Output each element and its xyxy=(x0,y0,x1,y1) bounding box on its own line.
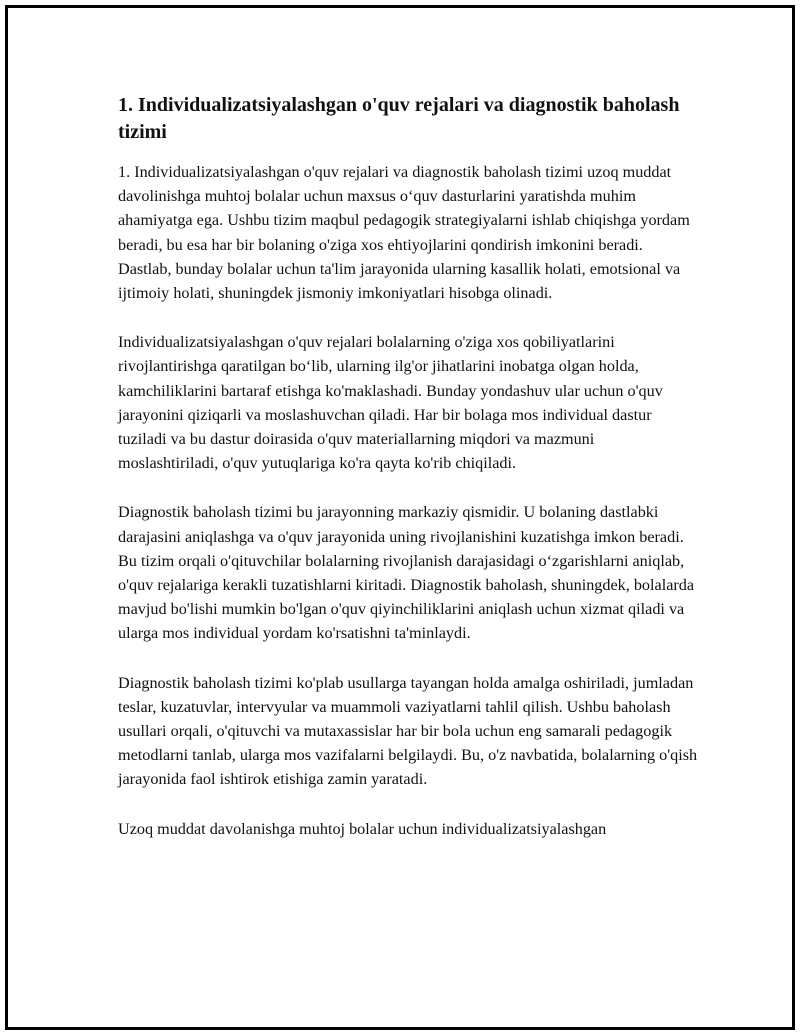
document-body xyxy=(118,92,698,866)
paragraph-3: Diagnostik baholash tizimi bu jarayonning markaziy qismidir. U bolaning dastlabki darajasini aniqlashga va o'quv jarayonida uning rivojlanishini kuzatishga imkon beradi. Bu tizim orqali o'qituvchilar bolalarning rivojlanish darajasidagi o‘zgarishlarni aniqlab, o'quv rejalariga kerakli tuzatishlarni kiritadi. Diagnostik baholash, shuningdek, bolalarda mavjud bo'lishi mumkin bo'lgan o'quv qiyinchiliklarini aniqlash uchun xizmat qiladi va ularga mos individual yordam ko'rsatishni ta'minlaydi. xyxy=(118,503,695,643)
paragraph-2: Individualizatsiyalashgan o'quv rejalari bolalarning o'ziga xos qobiliyatlarini rivojlantirishga qaratilgan bo‘lib, ularning ilg'or jihatlarini inobatga olgan holda, kamchiliklarini bartaraf etishga ko'maklashadi. Bunday yondashuv ular uchun o'quv jarayonini qiziqarli va moslashuvchan qiladi. Har bir bolaga mos individual dastur tuziladi va bu dastur doirasida o'quv materiallarning miqdori va mazmuni moslashtiriladi, o'quv yutuqlariga ko'ra qayta ko'rib chiqiladi. xyxy=(118,333,663,473)
paragraph-5: Uzoq muddat davolanishga muhtoj bolalar uchun individualizatsiyalashgan xyxy=(118,819,607,838)
section-heading: 1. Individualizatsiyalashgan o'quv rejalari va diagnostik baholash tizimi xyxy=(118,94,680,143)
paragraph-1: 1. Individualizatsiyalashgan o'quv rejalari va diagnostik baholash tizimi uzoq muddat davolinishga muhtoj bolalar uchun maxsus o‘quv dasturlarini yaratishda muhim ahamiyatga ega. Ushbu tizim maqbul pedagogik strategiyalarni ishlab chiqishga yordam beradi, bu esa har bir bolaning o'ziga xos ehtiyojlarini qondirish imkonini beradi. Dastlab, bunday bolalar uchun ta'lim jarayonida ularning kasallik holati, emotsional va ijtimoiy holati, shuningdek jismoniy imkoniyatlari hisobga olinadi. xyxy=(118,163,690,303)
paragraph-4: Diagnostik baholash tizimi ko'plab usullarga tayangan holda amalga oshiriladi, jumladan teslar, kuzatuvlar, intervyular va muammoli vaziyatlarni tahlil qilish. Ushbu baholash usullari orqali, o'qituvchi va mutaxassislar har bir bola uchun eng samarali pedagogik metodlarni tanlab, ularga mos vazifalarni belgilaydi. Bu, o'z navbatida, bolalarning o'qish jarayonida faol ishtirok etishiga zamin yaratadi. xyxy=(118,673,698,789)
